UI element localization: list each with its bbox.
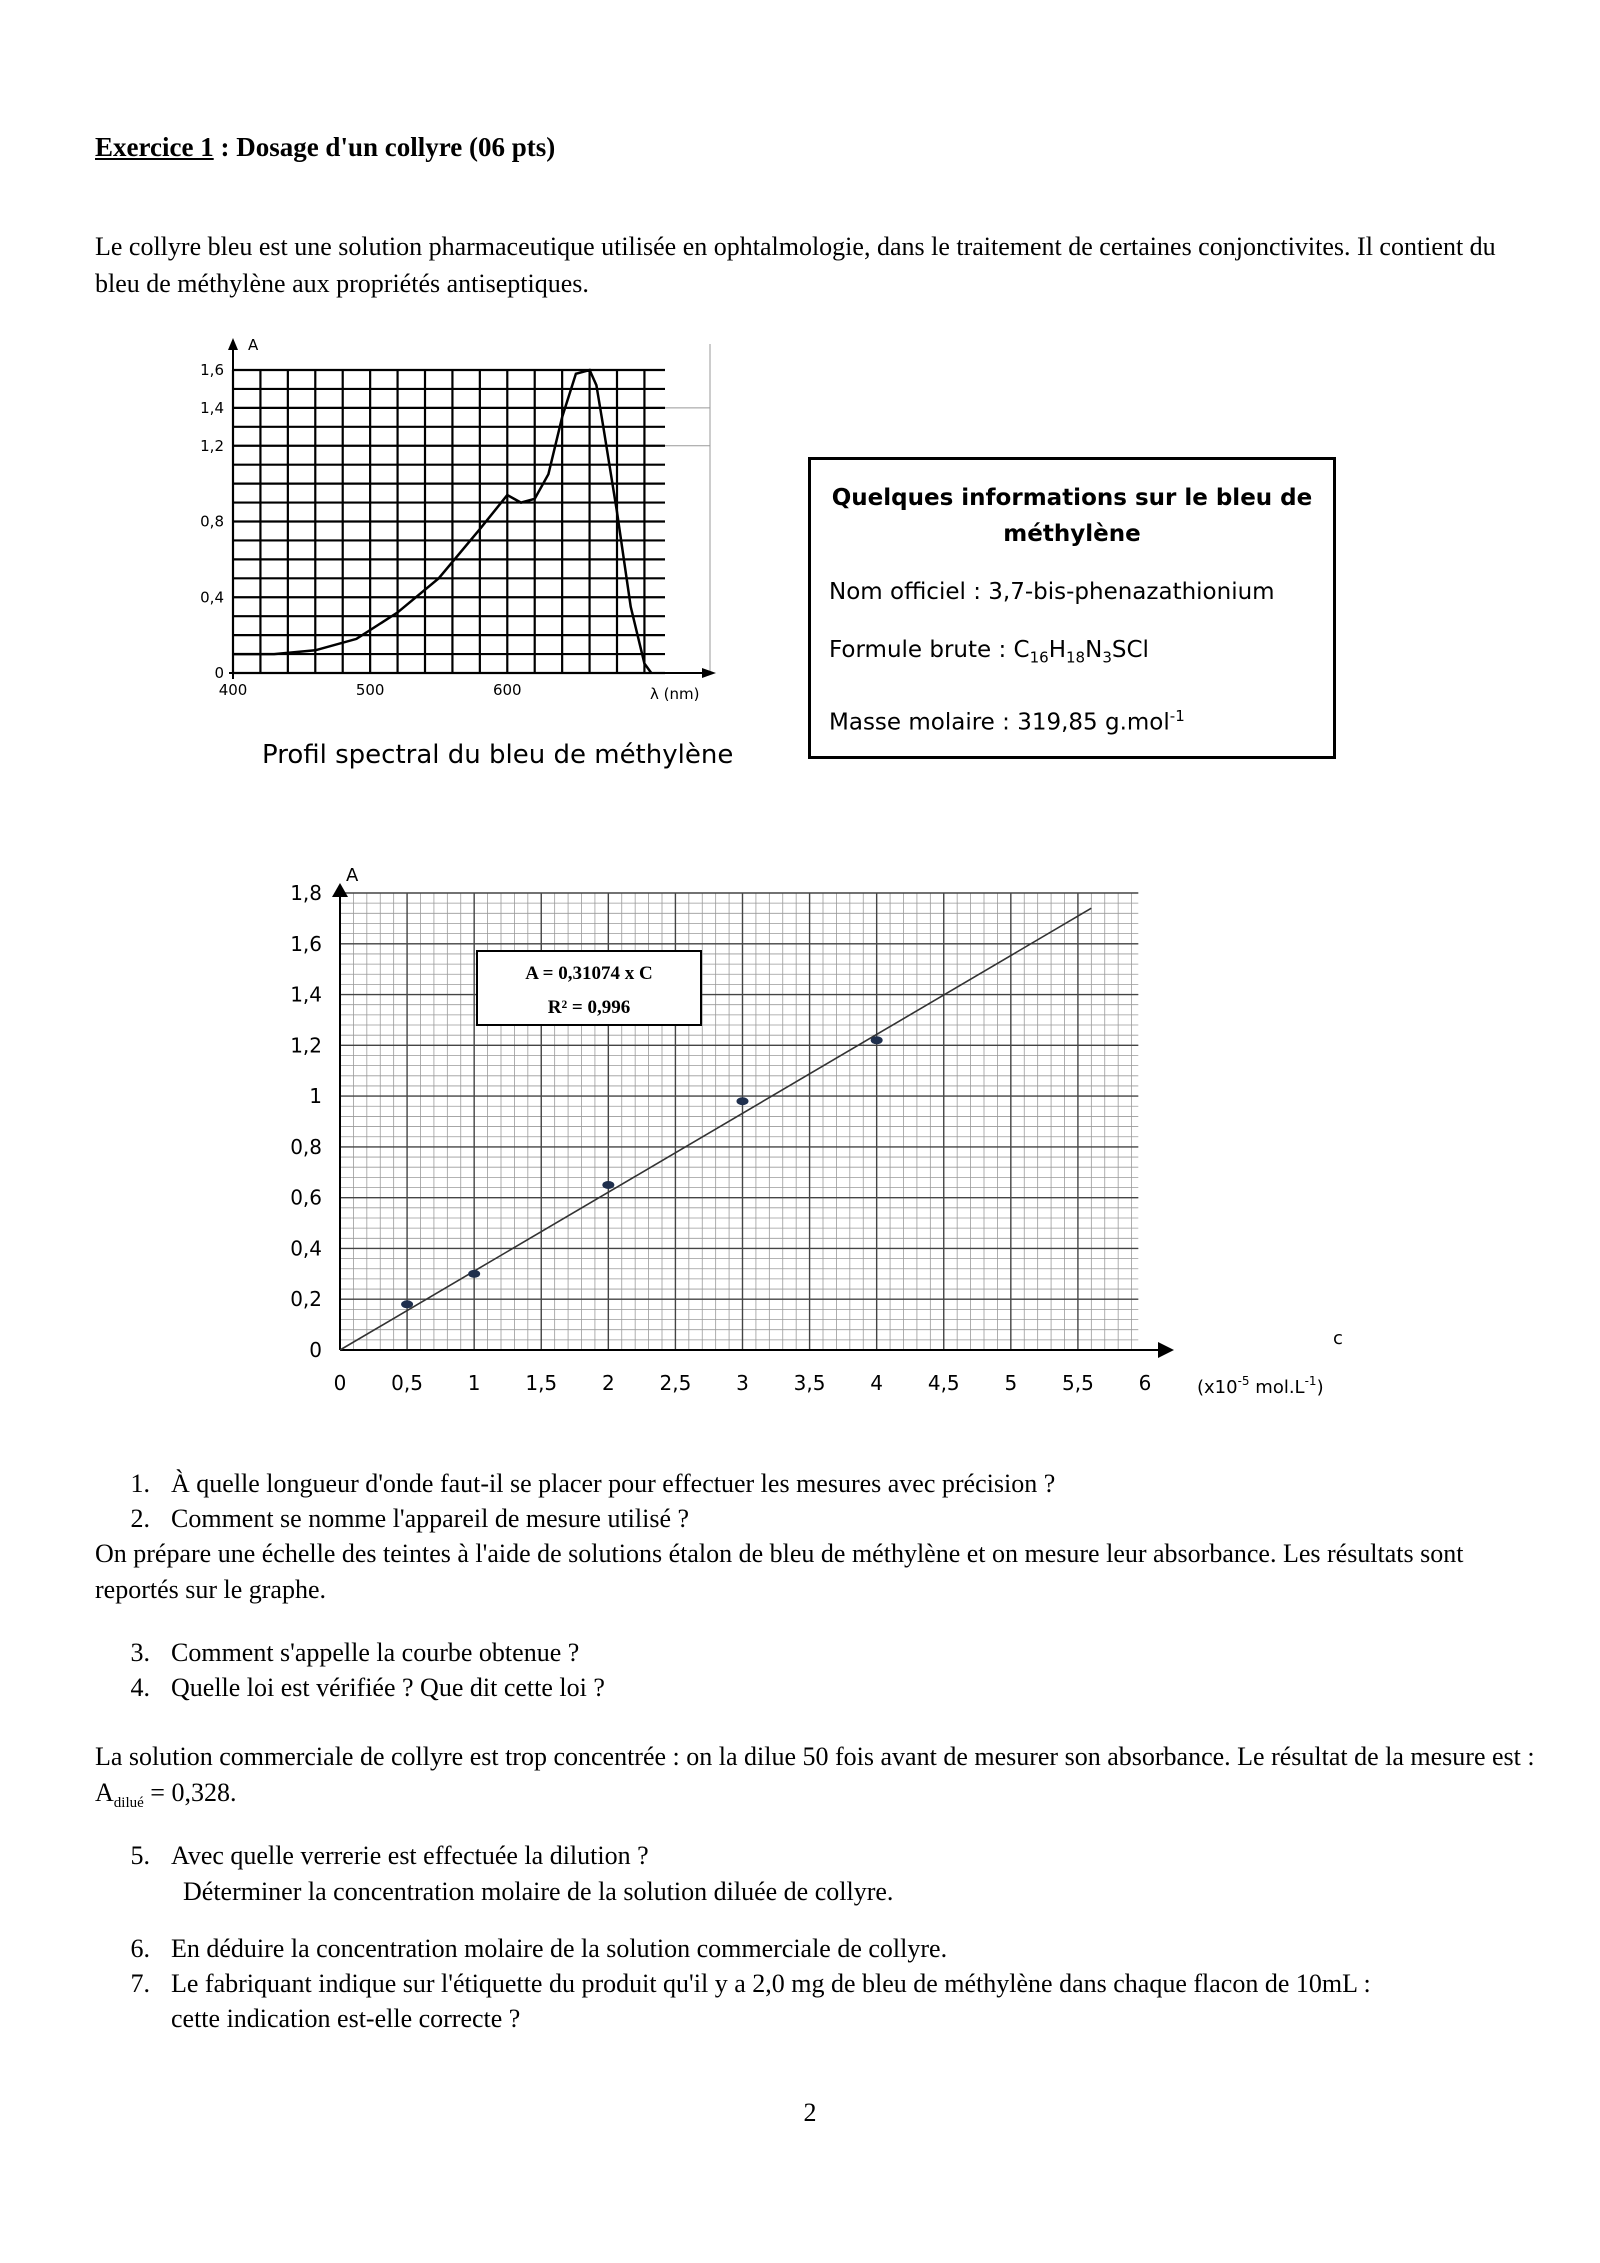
question-number: 1. xyxy=(130,1469,150,1498)
y-tick-label: 0 xyxy=(214,664,224,682)
info-masse-exponent: -1 xyxy=(1169,706,1185,725)
x-tick-label: 3 xyxy=(736,1371,749,1395)
y-tick-label: 1,6 xyxy=(290,931,322,956)
y-tick-label: 1,4 xyxy=(290,982,322,1007)
paragraph-dilution xyxy=(95,1739,1535,1821)
info-formule-label: Formule brute : xyxy=(829,637,1014,663)
y-tick-label: 1,2 xyxy=(200,436,224,455)
question-text: Quelle loi est vérifiée ? Que dit cette loi ? xyxy=(171,1673,605,1702)
x-tick-label: 0 xyxy=(333,1371,347,1395)
r2-text: R² = 0,996 xyxy=(547,997,631,1018)
question-text: En déduire la concentration molaire de la solution commerciale de collyre. xyxy=(171,1934,948,1963)
question-text: Le fabriquant indique sur l'étiquette du produit qu'il y a 2,0 mg de bleu de méthylène dans chaque flacon de 10mL : xyxy=(171,1969,1371,1998)
x-tick-label: 2,5 xyxy=(659,1371,692,1395)
x-tick-label: 2 xyxy=(601,1371,615,1395)
info-box xyxy=(808,457,1336,759)
question-number: 7. xyxy=(130,1969,150,1998)
x-tick-label: 6 xyxy=(1138,1371,1152,1395)
y-tick-label: 0 xyxy=(309,1338,322,1362)
y-tick-label: 0,8 xyxy=(290,1134,322,1159)
x-tick-label: 1 xyxy=(467,1371,481,1395)
x-tick-label: 500 xyxy=(355,681,385,699)
spectrum-grid xyxy=(233,344,710,673)
question-text: Comment s'appelle la courbe obtenue ? xyxy=(171,1638,580,1667)
x-tick-label: 600 xyxy=(492,681,522,699)
dilution-value: = 0,328. xyxy=(143,1778,237,1807)
calibration-x-label: c xyxy=(1333,1328,1343,1349)
x-tick-label: 5 xyxy=(1004,1371,1018,1395)
y-tick-label: 0,6 xyxy=(290,1185,322,1210)
info-masse-value: 319,85 g.mol xyxy=(1017,709,1170,736)
spectrum-caption: Profil spectral du bleu de méthylène xyxy=(262,740,734,770)
intro-paragraph: Le collyre bleu est une solution pharmaceutique utilisée en ophtalmologie, dans le traitement de certaines conjonctivites. Il contient du bleu de méthylène aux propriétés antiseptiques. xyxy=(95,232,1496,298)
y-tick-label: 0,8 xyxy=(200,512,224,531)
y-tick-label: 0,4 xyxy=(290,1236,322,1261)
x-tick-label: 4,5 xyxy=(927,1371,960,1395)
question-7-continuation: cette indication est-elle correcte ? xyxy=(171,2004,521,2033)
y-tick-label: 0,2 xyxy=(290,1287,322,1312)
unit-close: ) xyxy=(1316,1377,1324,1398)
x-tick-label: 1,5 xyxy=(525,1371,558,1395)
data-point xyxy=(737,1097,749,1105)
x-axis-arrow xyxy=(702,668,716,678)
info-formule xyxy=(829,632,1315,676)
info-nom-label: Nom officiel : xyxy=(829,579,989,605)
exercise-subject: : Dosage d'un collyre (06 pts) xyxy=(213,132,556,162)
dilution-text: La solution commerciale de collyre est trop concentrée : on la dilue 50 fois avant de mesurer son absorbance. Le résultat de la mesure est : A xyxy=(95,1742,1535,1807)
data-point xyxy=(602,1181,614,1189)
question-number: 5. xyxy=(130,1841,150,1870)
spectrum-tick-labels xyxy=(200,361,521,699)
question-number: 6. xyxy=(130,1934,150,1963)
equation-box xyxy=(477,951,701,1025)
question-text: Avec quelle verrerie est effectuée la dilution ? xyxy=(171,1841,649,1870)
y-tick-label: 1 xyxy=(309,1084,322,1109)
x-tick-label: 3,5 xyxy=(793,1371,826,1395)
y-axis-arrow xyxy=(228,338,238,350)
unit-exp-2: -1 xyxy=(1304,1374,1317,1388)
calibration-minor-grid xyxy=(340,893,1138,1350)
info-box-title: Quelques informations sur le bleu de méthylène xyxy=(831,485,1313,547)
x-tick-label: 5,5 xyxy=(1062,1371,1094,1395)
equation-text: A = 0,31074 x C xyxy=(525,963,653,984)
info-formule-value: $C_{16}H_{18}N_3SCl$ xyxy=(1013,637,1149,667)
calibration-tick-labels xyxy=(290,881,1151,1395)
spectrum-y-label: A xyxy=(248,336,259,354)
calibration-y-label: A xyxy=(346,865,359,886)
calibration-major-grid xyxy=(340,893,1138,1350)
dilution-subscript: dilué xyxy=(113,1795,144,1812)
unit-part-2: mol.L xyxy=(1249,1377,1305,1398)
calibration-chart xyxy=(270,865,1400,1415)
y-tick-label: 1,8 xyxy=(290,881,322,905)
exercise-number: Exercice 1 xyxy=(95,132,214,162)
y-tick-label: 1,2 xyxy=(290,1033,322,1058)
data-point xyxy=(401,1300,413,1308)
info-nom-value: 3,7-bis-phenazathionium xyxy=(988,579,1275,605)
info-masse xyxy=(829,698,1315,741)
calibration-x-unit xyxy=(1197,1374,1324,1398)
unit-part-1: (x10 xyxy=(1197,1377,1238,1398)
question-text: Comment se nomme l'appareil de mesure utilisé ? xyxy=(171,1504,690,1533)
data-point xyxy=(468,1270,480,1278)
y-tick-label: 1,4 xyxy=(200,398,224,417)
paragraph-echelle: On prépare une échelle des teintes à l'aide de solutions étalon de bleu de méthylène et on mesure leur absorbance. Les résultats sont reportés sur le graphe. xyxy=(95,1539,1464,1604)
info-masse-label: Masse molaire : xyxy=(829,709,1018,736)
exercise-title xyxy=(95,132,555,163)
info-nom xyxy=(829,574,1315,610)
question-5-subtext: Déterminer la concentration molaire de la solution diluée de collyre. xyxy=(183,1877,894,1906)
x-tick-label: 400 xyxy=(218,681,248,699)
y-tick-label: 1,6 xyxy=(200,361,224,379)
data-point xyxy=(871,1036,883,1044)
question-text: À quelle longueur d'onde faut-il se placer pour effectuer les mesures avec précision ? xyxy=(171,1469,1056,1498)
question-number: 4. xyxy=(130,1673,150,1702)
x-axis-arrow xyxy=(1158,1342,1174,1358)
question-number: 2. xyxy=(130,1504,150,1533)
x-tick-label: 0,5 xyxy=(391,1371,423,1395)
unit-exp-1: -5 xyxy=(1237,1374,1250,1388)
spectrum-x-label: λ (nm) xyxy=(650,685,700,703)
x-tick-label: 4 xyxy=(870,1371,884,1395)
question-number: 3. xyxy=(130,1638,150,1667)
page-number: 2 xyxy=(803,2098,817,2127)
spectrum-chart xyxy=(200,336,730,736)
y-tick-label: 0,4 xyxy=(200,588,224,607)
